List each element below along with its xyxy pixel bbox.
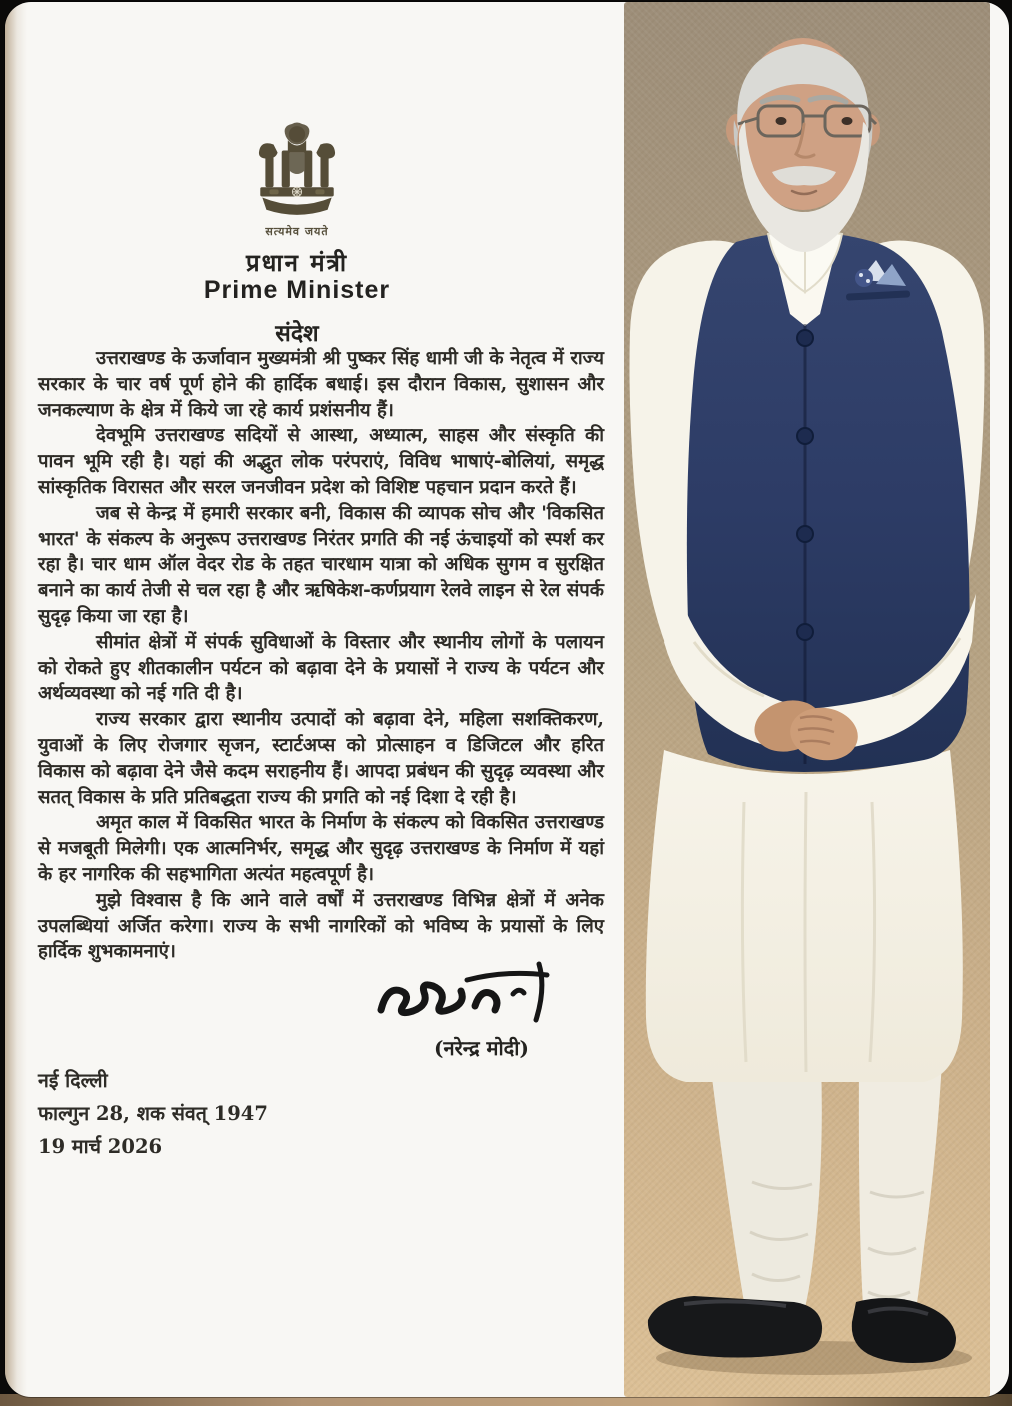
pm-figure <box>624 2 990 1397</box>
pm-head <box>726 38 880 252</box>
letter-body <box>38 346 604 965</box>
letter-paragraph: जब से केन्द्र में हमारी सरकार बनी, विकास की व्यापक सोच और 'विकसित भारत' के संकल्प के अनुरूप उत्तराखण्ड निरंतर प्रगति की नई ऊंचाइयों को स्पर्श कर रहा है। चार धाम ऑल वेदर रोड के तहत चारधाम यात्रा को अधिक सुगम व सुरक्षित बनाने का कार्य तेजी से चल रहा है और ऋषिकेश-कर्णप्रयाग रेलवे लाइन से रेल संपर्क सुदृढ़ किया जा रहा है। <box>38 502 604 627</box>
letter-paragraph: उत्तराखण्ड के ऊर्जावान मुख्यमंत्री श्री पुष्कर सिंह धामी जी के नेतृत्व में राज्य सरकार के चार वर्ष पूर्ण होने की हार्दिक बधाई। इस दौरान विकास, सुशासन और जनकल्याण के क्षेत्र में किये जा रहे कार्य प्रशंसनीय हैं। <box>38 348 604 421</box>
letter-column <box>5 2 617 1397</box>
letter-paragraph: देवभूमि उत्तराखण्ड सदियों से आस्था, अध्यात्म, साहस और संस्कृति की पावन भूमि रही है। यहां की अद्भुत लोक परंपराएं, विविध भाषाएं-बोलियां, समृद्ध सांस्कृतिक विरासत और सरल जनजीवन प्रदेश को विशिष्ट पहचान प्रदान करते हैं। <box>38 425 604 498</box>
emblem-motto: सत्यमेव जयते <box>265 225 329 238</box>
pm-kurta <box>646 750 963 1082</box>
letter-paragraph: मुझे विश्वास है कि आने वाले वर्षों में उत्तराखण्ड विभिन्न क्षेत्रों में अनेक उपलब्धियां अर्जित करेगा। राज्य के सभी नागरिकों को भविष्य के प्रयासों के लिए हार्दिक शुभकामनाएं। <box>38 889 604 963</box>
signature <box>371 960 585 1034</box>
national-emblem-icon <box>249 122 345 224</box>
letter-paragraph: सीमांत क्षेत्रों में संपर्क सुविधाओं के विस्तार और स्थानीय लोगों के पलायन को रोकते हुए शीतकालीन पर्यटन को बढ़ावा देने के प्रयासों ने राज्य के पर्यटन और अर्थव्यवस्था को नई गति दी है। <box>38 631 604 705</box>
date-block <box>38 1064 268 1163</box>
signatory-name: (नरेन्द्र मोदी) <box>434 1036 529 1060</box>
pm-legs <box>710 1062 942 1322</box>
gregorian-date-line: 19 मार्च 2026 <box>38 1135 163 1158</box>
office-title-hindi: प्रधान मंत्री <box>245 248 349 277</box>
office-title-english: Prime Minister <box>203 276 391 304</box>
pm-photo <box>624 2 990 1397</box>
message-heading: संदेश <box>275 320 319 347</box>
letter-paragraph: अमृत काल में विकसित भारत के निर्माण के संकल्प को विकसित उत्तराखण्ड से मजबूती मिलेगी। एक आत्मनिर्भर, समृद्ध और सुदृढ़ उत्तराखण्ड के निर्माण में यहां के हर नागरिक की सहभागिता अत्यंत महत्वपूर्ण है। <box>38 812 604 885</box>
saka-date-line: फाल्गुन 28, शक संवत् 1947 <box>38 1102 268 1125</box>
letter-paragraph: राज्य सरकार द्वारा स्थानीय उत्पादों को बढ़ावा देने, महिला सशक्तिकरण, युवाओं के लिए रोजगार सृजन, स्टार्टअप्स को प्रोत्साहन व डिजिटल और हरित विकास को बढ़ावा देने जैसे कदम सराहनीय हैं। आपदा प्रबंधन की सुदृढ़ व्यवस्था और सतत् विकास के प्रति प्रतिबद्धता राज्य की प्रगति को नई दिशा दे रही है। <box>38 709 604 808</box>
place-line: नई दिल्ली <box>38 1069 108 1092</box>
letter-card <box>5 2 1009 1397</box>
